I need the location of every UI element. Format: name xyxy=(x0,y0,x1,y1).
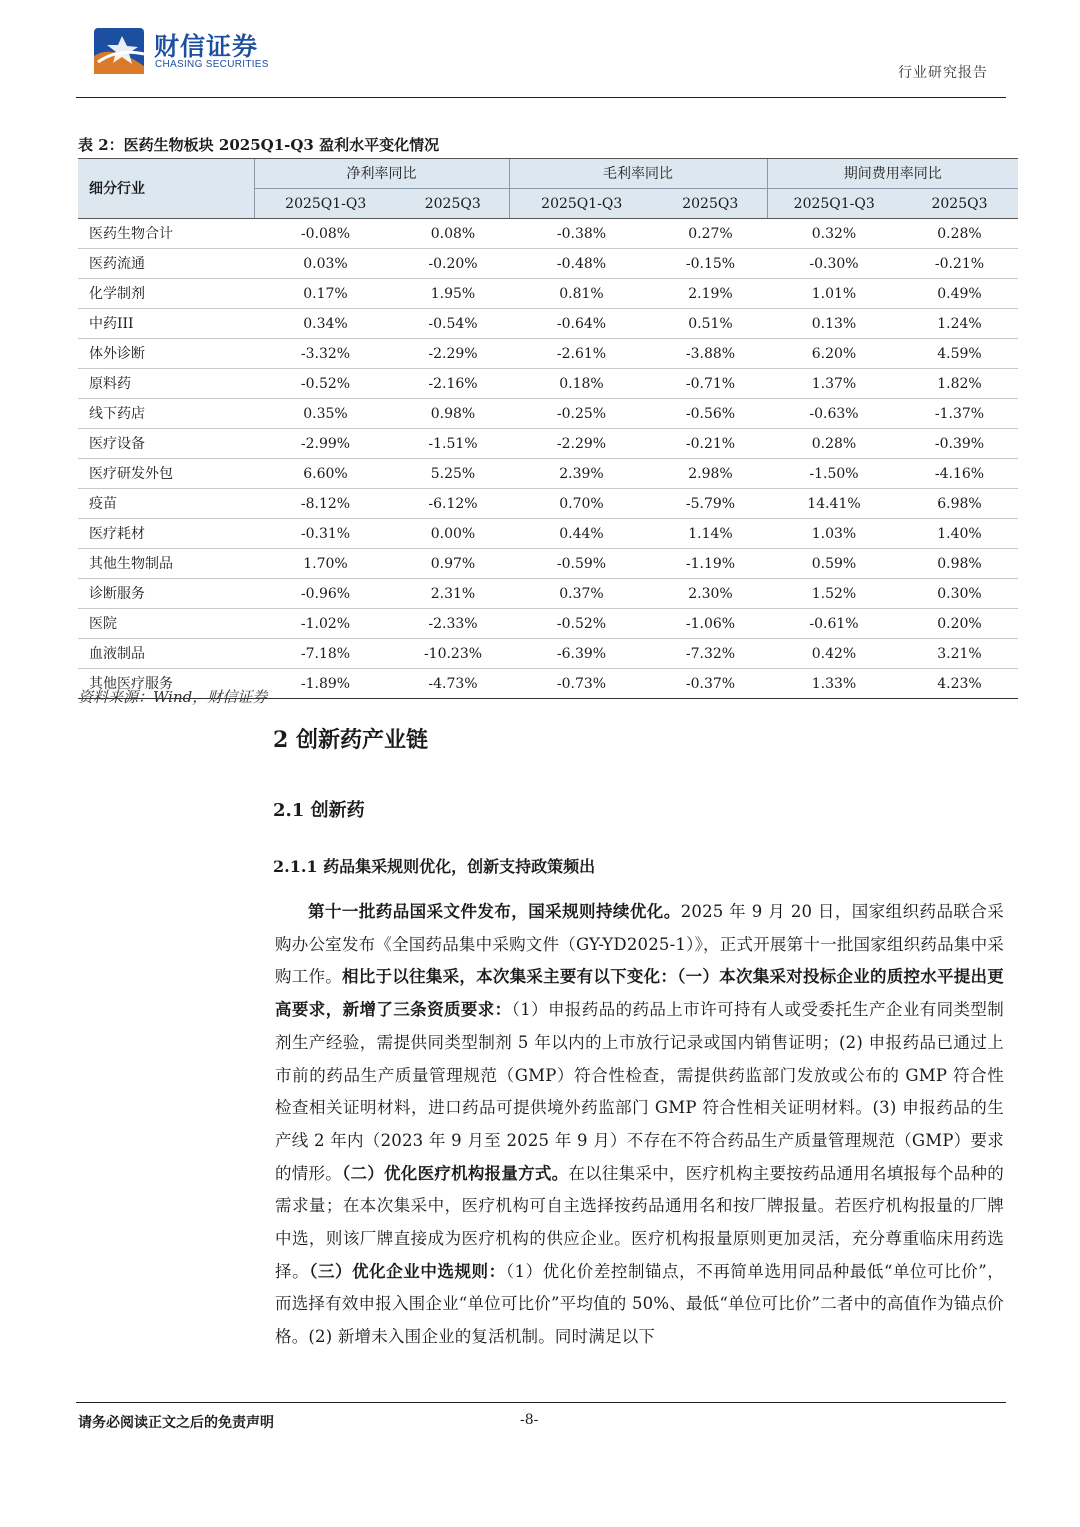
body-text xyxy=(275,896,1004,1354)
subheader-cell: 2025Q1-Q3 xyxy=(254,189,397,219)
value-cell: -0.52% xyxy=(509,609,654,639)
value-cell: 0.35% xyxy=(254,399,397,429)
table-row xyxy=(78,459,1018,489)
value-cell: 0.81% xyxy=(509,279,654,309)
value-cell: 0.51% xyxy=(654,309,767,339)
value-cell: -0.30% xyxy=(767,249,901,279)
value-cell: 1.95% xyxy=(397,279,509,309)
table-row xyxy=(78,399,1018,429)
value-cell: -0.20% xyxy=(397,249,509,279)
value-cell: 0.98% xyxy=(397,399,509,429)
value-cell: -0.54% xyxy=(397,309,509,339)
subheader-cell: 2025Q1-Q3 xyxy=(509,189,654,219)
table-row xyxy=(78,549,1018,579)
table-body xyxy=(78,219,1018,699)
value-cell: -1.02% xyxy=(254,609,397,639)
industry-name-cell: 诊断服务 xyxy=(78,579,254,609)
subsubsection-heading: 2.1.1 药品集采规则优化，创新支持政策频出 xyxy=(273,857,596,876)
header-divider xyxy=(76,97,1006,98)
industry-name-cell: 原料药 xyxy=(78,369,254,399)
text-segment: 2025 年 9 月 20 日，国家组织药品联合采购办公室发布《全国药品集中采购文件（GY-YD2025-1）》，正式开展第十一批国家组织药品集中采购工作。 xyxy=(275,902,1004,987)
value-cell: 2.31% xyxy=(397,579,509,609)
value-cell: 1.70% xyxy=(254,549,397,579)
industry-name-cell: 医疗耗材 xyxy=(78,519,254,549)
value-cell: -3.88% xyxy=(654,339,767,369)
value-cell: 6.20% xyxy=(767,339,901,369)
value-cell: -0.37% xyxy=(654,669,767,699)
value-cell: 0.97% xyxy=(397,549,509,579)
table-row xyxy=(78,279,1018,309)
value-cell: 0.37% xyxy=(509,579,654,609)
subsection-heading: 2.1 创新药 xyxy=(273,800,365,821)
value-cell: -2.16% xyxy=(397,369,509,399)
value-cell: -2.33% xyxy=(397,609,509,639)
industry-name-cell: 疫苗 xyxy=(78,489,254,519)
text-segment: 在以往集采中，医疗机构主要按药品通用名填报每个品种的需求量；在本次集采中，医疗机构可自主选择按药品通用名和按厂牌报量。若医疗机构报量的厂牌中选，则该厂牌直接成为医疗机构的供应企业。医疗机构报量原则更加灵活，充分尊重临床用药选择。 xyxy=(275,1163,1004,1281)
value-cell: 0.70% xyxy=(509,489,654,519)
value-cell: 2.19% xyxy=(654,279,767,309)
value-cell: -10.23% xyxy=(397,639,509,669)
value-cell: -0.31% xyxy=(254,519,397,549)
value-cell: 0.18% xyxy=(509,369,654,399)
value-cell: -0.15% xyxy=(654,249,767,279)
value-cell: 1.01% xyxy=(767,279,901,309)
industry-name-cell: 医疗设备 xyxy=(78,429,254,459)
value-cell: -6.12% xyxy=(397,489,509,519)
table-row xyxy=(78,309,1018,339)
disclaimer-note: 请务必阅读正文之后的免责声明 xyxy=(78,1415,274,1431)
value-cell: -1.37% xyxy=(901,399,1018,429)
value-cell: 0.44% xyxy=(509,519,654,549)
value-cell: 1.24% xyxy=(901,309,1018,339)
text-segment: （1）优化价差控制锚点，不再简单选用同品种最低“单位可比价”，而选择有效申报入围企业“单位可比价”平均值的 50%、最低“单位可比价”二者中的高值作为锚点价格。(2) 新增未入围企业的复活机制。同时满足以下 xyxy=(275,1261,1004,1347)
value-cell: -6.39% xyxy=(509,639,654,669)
table-row xyxy=(78,249,1018,279)
value-cell: -4.73% xyxy=(397,669,509,699)
value-cell: -0.59% xyxy=(509,549,654,579)
page-number: -8- xyxy=(520,1412,539,1428)
value-cell: 3.21% xyxy=(901,639,1018,669)
value-cell: 2.30% xyxy=(654,579,767,609)
subheader-cell: 2025Q1-Q3 xyxy=(767,189,901,219)
industry-name-cell: 医药生物合计 xyxy=(78,219,254,249)
value-cell: -0.48% xyxy=(509,249,654,279)
value-cell: 0.20% xyxy=(901,609,1018,639)
industry-name-cell: 医院 xyxy=(78,609,254,639)
value-cell: 0.00% xyxy=(397,519,509,549)
table-row xyxy=(78,519,1018,549)
text-segment: （1）申报药品的药品上市许可持有人或受委托生产企业有同类型制剂生产经验，需提供同类型制剂 5 年以内的上市放行记录或国内销售证明；(2) 申报药品已通过上市前的药品生产质量管理规范（GMP）符合性检查，需提供药监部门发放或公布的 GMP 符合性检查相关证明材料，进口药品可提供境外药监部门 GMP 符合性相关证明材料。(3) 申报药品的生产线 2 年内（2023 年 9 月至 2025 年 9 月）不存在不符合药品生产质量管理规范（GMP）要求的情形。 xyxy=(275,1000,1005,1183)
value-cell: 0.42% xyxy=(767,639,901,669)
company-logo xyxy=(92,26,148,76)
value-cell: 0.17% xyxy=(254,279,397,309)
value-cell: -2.61% xyxy=(509,339,654,369)
value-cell: 1.52% xyxy=(767,579,901,609)
value-cell: 0.03% xyxy=(254,249,397,279)
value-cell: -0.64% xyxy=(509,309,654,339)
value-cell: -0.73% xyxy=(509,669,654,699)
value-cell: 14.41% xyxy=(767,489,901,519)
table-row xyxy=(78,429,1018,459)
industry-name-cell: 血液制品 xyxy=(78,639,254,669)
value-cell: -0.25% xyxy=(509,399,654,429)
body-paragraph xyxy=(275,896,1004,1354)
value-cell: -0.71% xyxy=(654,369,767,399)
value-cell: -8.12% xyxy=(254,489,397,519)
group-header-expense-ratio: 期间费用率同比 xyxy=(767,159,1018,189)
value-cell: -0.21% xyxy=(654,429,767,459)
value-cell: 1.14% xyxy=(654,519,767,549)
value-cell: -7.32% xyxy=(654,639,767,669)
value-cell: 0.13% xyxy=(767,309,901,339)
group-header-net-margin: 净利率同比 xyxy=(254,159,509,189)
value-cell: -7.18% xyxy=(254,639,397,669)
value-cell: 1.33% xyxy=(767,669,901,699)
subheader-cell: 2025Q3 xyxy=(397,189,509,219)
value-cell: -0.21% xyxy=(901,249,1018,279)
value-cell: -0.38% xyxy=(509,219,654,249)
industry-name-cell: 医疗研发外包 xyxy=(78,459,254,489)
group-header-gross-margin: 毛利率同比 xyxy=(509,159,767,189)
table-row xyxy=(78,339,1018,369)
report-type-label: 行业研究报告 xyxy=(898,65,988,81)
table-row xyxy=(78,219,1018,249)
subheader-cell: 2025Q3 xyxy=(901,189,1018,219)
section-heading: 2 创新药产业链 xyxy=(273,727,428,753)
value-cell: 6.98% xyxy=(901,489,1018,519)
industry-name-cell: 体外诊断 xyxy=(78,339,254,369)
value-cell: 0.98% xyxy=(901,549,1018,579)
table-row xyxy=(78,609,1018,639)
value-cell: 2.39% xyxy=(509,459,654,489)
table-row xyxy=(78,639,1018,669)
value-cell: 0.34% xyxy=(254,309,397,339)
value-cell: -1.51% xyxy=(397,429,509,459)
value-cell: -0.96% xyxy=(254,579,397,609)
value-cell: 0.30% xyxy=(901,579,1018,609)
bold-text-segment: （三）优化企业中选规则： xyxy=(309,1261,506,1281)
table-row xyxy=(78,489,1018,519)
value-cell: -2.99% xyxy=(254,429,397,459)
value-cell: -0.63% xyxy=(767,399,901,429)
row-header-cell: 细分行业 xyxy=(78,159,254,219)
value-cell: 1.82% xyxy=(901,369,1018,399)
value-cell: 0.27% xyxy=(654,219,767,249)
value-cell: 0.28% xyxy=(901,219,1018,249)
value-cell: -2.29% xyxy=(509,429,654,459)
profitability-table-container xyxy=(78,158,1018,699)
brand-name-en: CHASING SECURITIES xyxy=(155,59,269,70)
value-cell: 0.49% xyxy=(901,279,1018,309)
value-cell: -4.16% xyxy=(901,459,1018,489)
value-cell: -0.61% xyxy=(767,609,901,639)
value-cell: 2.98% xyxy=(654,459,767,489)
value-cell: 6.60% xyxy=(254,459,397,489)
value-cell: -0.52% xyxy=(254,369,397,399)
value-cell: 5.25% xyxy=(397,459,509,489)
table-title: 表 2：医药生物板块 2025Q1-Q3 盈利水平变化情况 xyxy=(78,136,440,154)
table-header-group-row xyxy=(78,159,1018,189)
value-cell: 4.23% xyxy=(901,669,1018,699)
industry-name-cell: 其他生物制品 xyxy=(78,549,254,579)
value-cell: -1.50% xyxy=(767,459,901,489)
value-cell: 0.08% xyxy=(397,219,509,249)
bold-text-segment: （二）优化医疗机构报量方式。 xyxy=(342,1163,569,1183)
industry-name-cell: 中药III xyxy=(78,309,254,339)
footer-divider xyxy=(76,1402,1006,1403)
value-cell: -0.39% xyxy=(901,429,1018,459)
value-cell: -2.29% xyxy=(397,339,509,369)
profitability-table xyxy=(78,158,1018,699)
value-cell: -1.89% xyxy=(254,669,397,699)
value-cell: -5.79% xyxy=(654,489,767,519)
bold-text-segment: 第十一批药品国采文件发布，国采规则持续优化。 xyxy=(308,902,681,921)
value-cell: -1.19% xyxy=(654,549,767,579)
value-cell: -3.32% xyxy=(254,339,397,369)
brand-name-cn: 财信证券 xyxy=(154,32,259,61)
value-cell: 1.40% xyxy=(901,519,1018,549)
value-cell: 1.37% xyxy=(767,369,901,399)
value-cell: 0.28% xyxy=(767,429,901,459)
industry-name-cell: 化学制剂 xyxy=(78,279,254,309)
industry-name-cell: 其他医疗服务 xyxy=(78,669,254,699)
industry-name-cell: 线下药店 xyxy=(78,399,254,429)
table-row xyxy=(78,579,1018,609)
value-cell: 0.32% xyxy=(767,219,901,249)
value-cell: 0.59% xyxy=(767,549,901,579)
industry-name-cell: 医药流通 xyxy=(78,249,254,279)
table-row xyxy=(78,369,1018,399)
subheader-cell: 2025Q3 xyxy=(654,189,767,219)
value-cell: -0.56% xyxy=(654,399,767,429)
value-cell: 4.59% xyxy=(901,339,1018,369)
value-cell: -1.06% xyxy=(654,609,767,639)
value-cell: -0.08% xyxy=(254,219,397,249)
bold-text-segment: 相比于以往集采，本次集采主要有以下变化：（一）本次集采对投标企业的质控水平提出更高要求，新增了三条资质要求： xyxy=(275,967,1004,1020)
table-source: 资料来源：Wind，财信证券 xyxy=(78,688,268,706)
value-cell: 1.03% xyxy=(767,519,901,549)
